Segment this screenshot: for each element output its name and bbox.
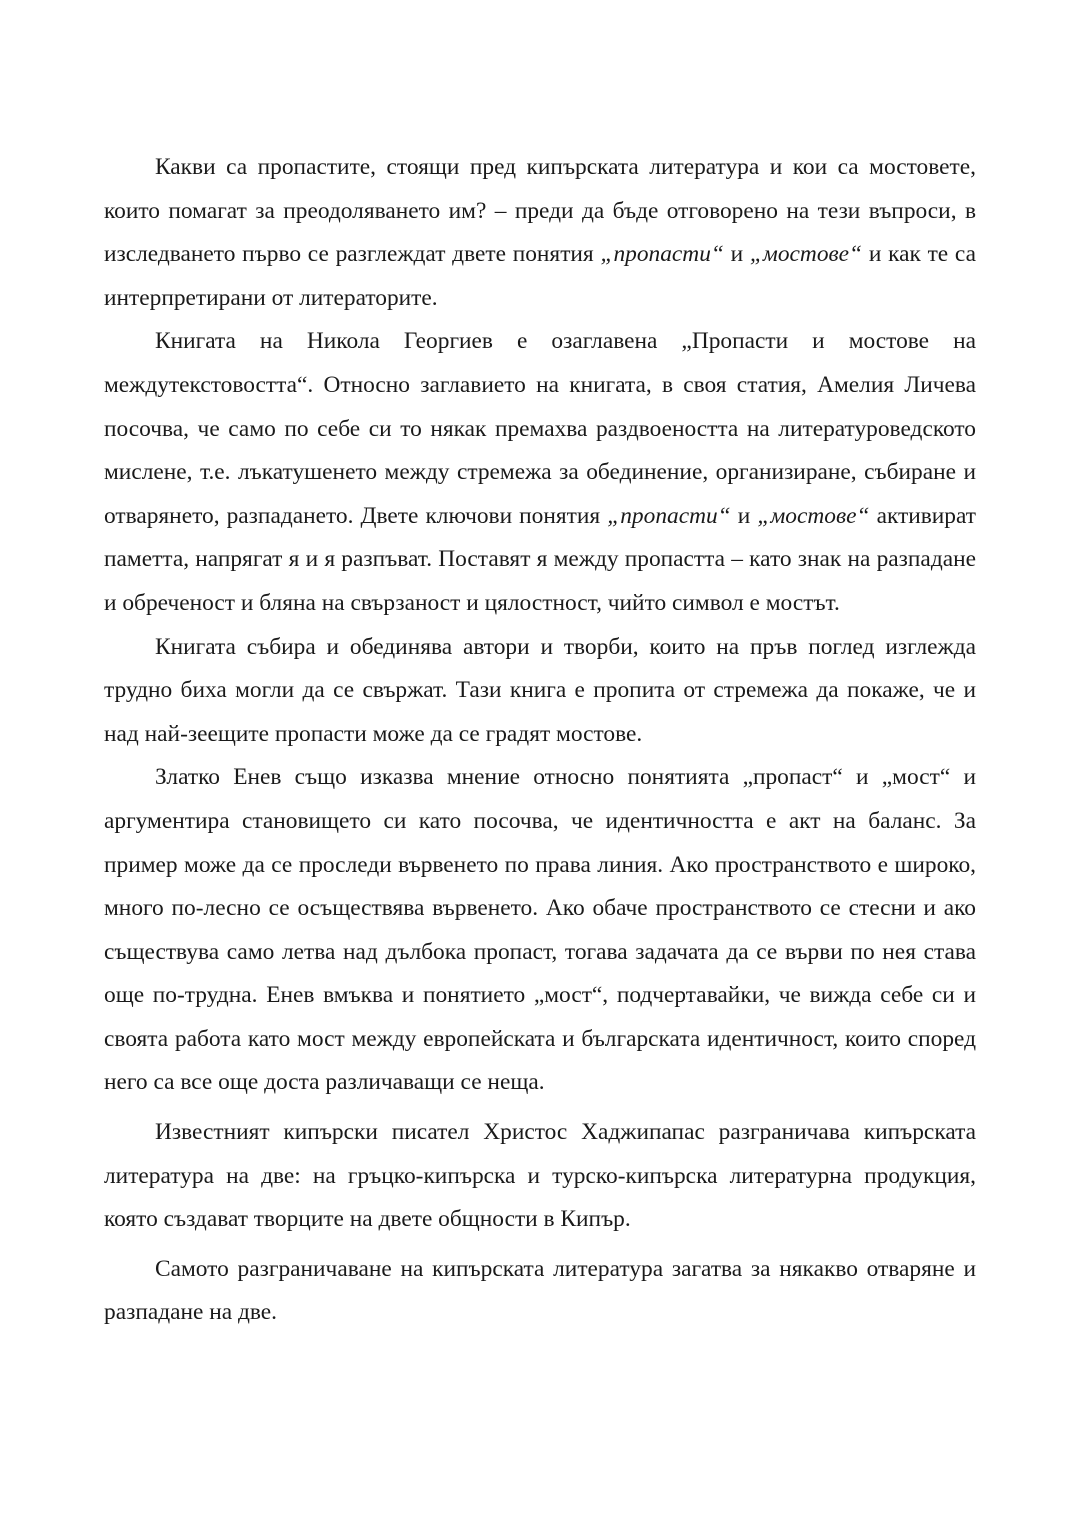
paragraph-1-text-b: и [723,241,750,268]
document-page [104,146,976,1335]
paragraph-5: Известният кипърски писател Христос Хаджипапас разграничава кипърската литература на две: на гръцко-кипърска и турско-кипърска литературна продукция, която създават творците на двете общности в Кипър. [104,1119,976,1233]
paragraph-1-text-a: Какви са пропастите, стоящи пред кипърската литература и кои са мостовете, които помагат за преодоляването им? – преди да бъде отговорено на тези въпроси, в изследването първо се разглеждат двете понятия [104,154,976,268]
paragraph-2-term-gaps: „пропасти“ [607,502,731,529]
paragraph-3: Книгата събира и обединява автори и творби, които на пръв поглед изглежда трудно биха могли да се свържат. Тази книга е пропита от стремежа да покаже, че и над най-зеещите пропасти може да се градят мостове. [104,633,976,747]
paragraph-1-term-gaps: „пропасти“ [600,241,724,268]
paragraph-4: Златко Енев също изказва мнение относно понятията „пропаст“ и „мост“ и аргументира становището си като посочва, че идентичността е акт на баланс. За пример може да се проследи вървенето по права линия. Ако пространството е широко, много по-лесно се осъществява вървенето. Ако обаче пространството се стесни и ако съществува само летва над дълбока пропаст, тогава задачата да се върви по нея става още по-трудна. Енев вмъква и понятието „мост“, подчертавайки, че вижда себе си и своята работа като мост между европейската и българската идентичност, които според него са все още доста различаващи се неща. [104,764,976,1096]
paragraph-2-text-b: и [730,502,758,529]
paragraph-1-term-bridges: „мостове“ [749,241,863,268]
paragraph-1 [104,146,976,320]
paragraph-6: Самото разграничаване на кипърската литература загатва за някакво отваряне и разпадане на две. [104,1255,976,1326]
paragraph-1-text-c: и как те са интерпретирани от литераторите. [104,241,976,311]
paragraph-2-text-c: активират паметта, напрягат я и я разпъват. Поставят я между пропастта – като знак на разпадане и обреченост и бляна на свързаност и цялостност, чийто символ е мостът. [104,502,977,616]
paragraph-2 [104,320,976,625]
paragraph-2-term-bridges: „мостове“ [757,502,870,529]
paragraph-2-text-a: Книгата на Никола Георгиев е озаглавена „Пропасти и мостове на междутекстовостта“. Относно заглавието на книгата, в своя статия, Амелия Личева посочва, че само по себе си то някак премахва раздвоеността на литературоведското мислене, т.е. лъкатушенето между стремежа за обединение, организиране, събиране и отварянето, разпадането. Двете ключови понятия [104,328,976,529]
